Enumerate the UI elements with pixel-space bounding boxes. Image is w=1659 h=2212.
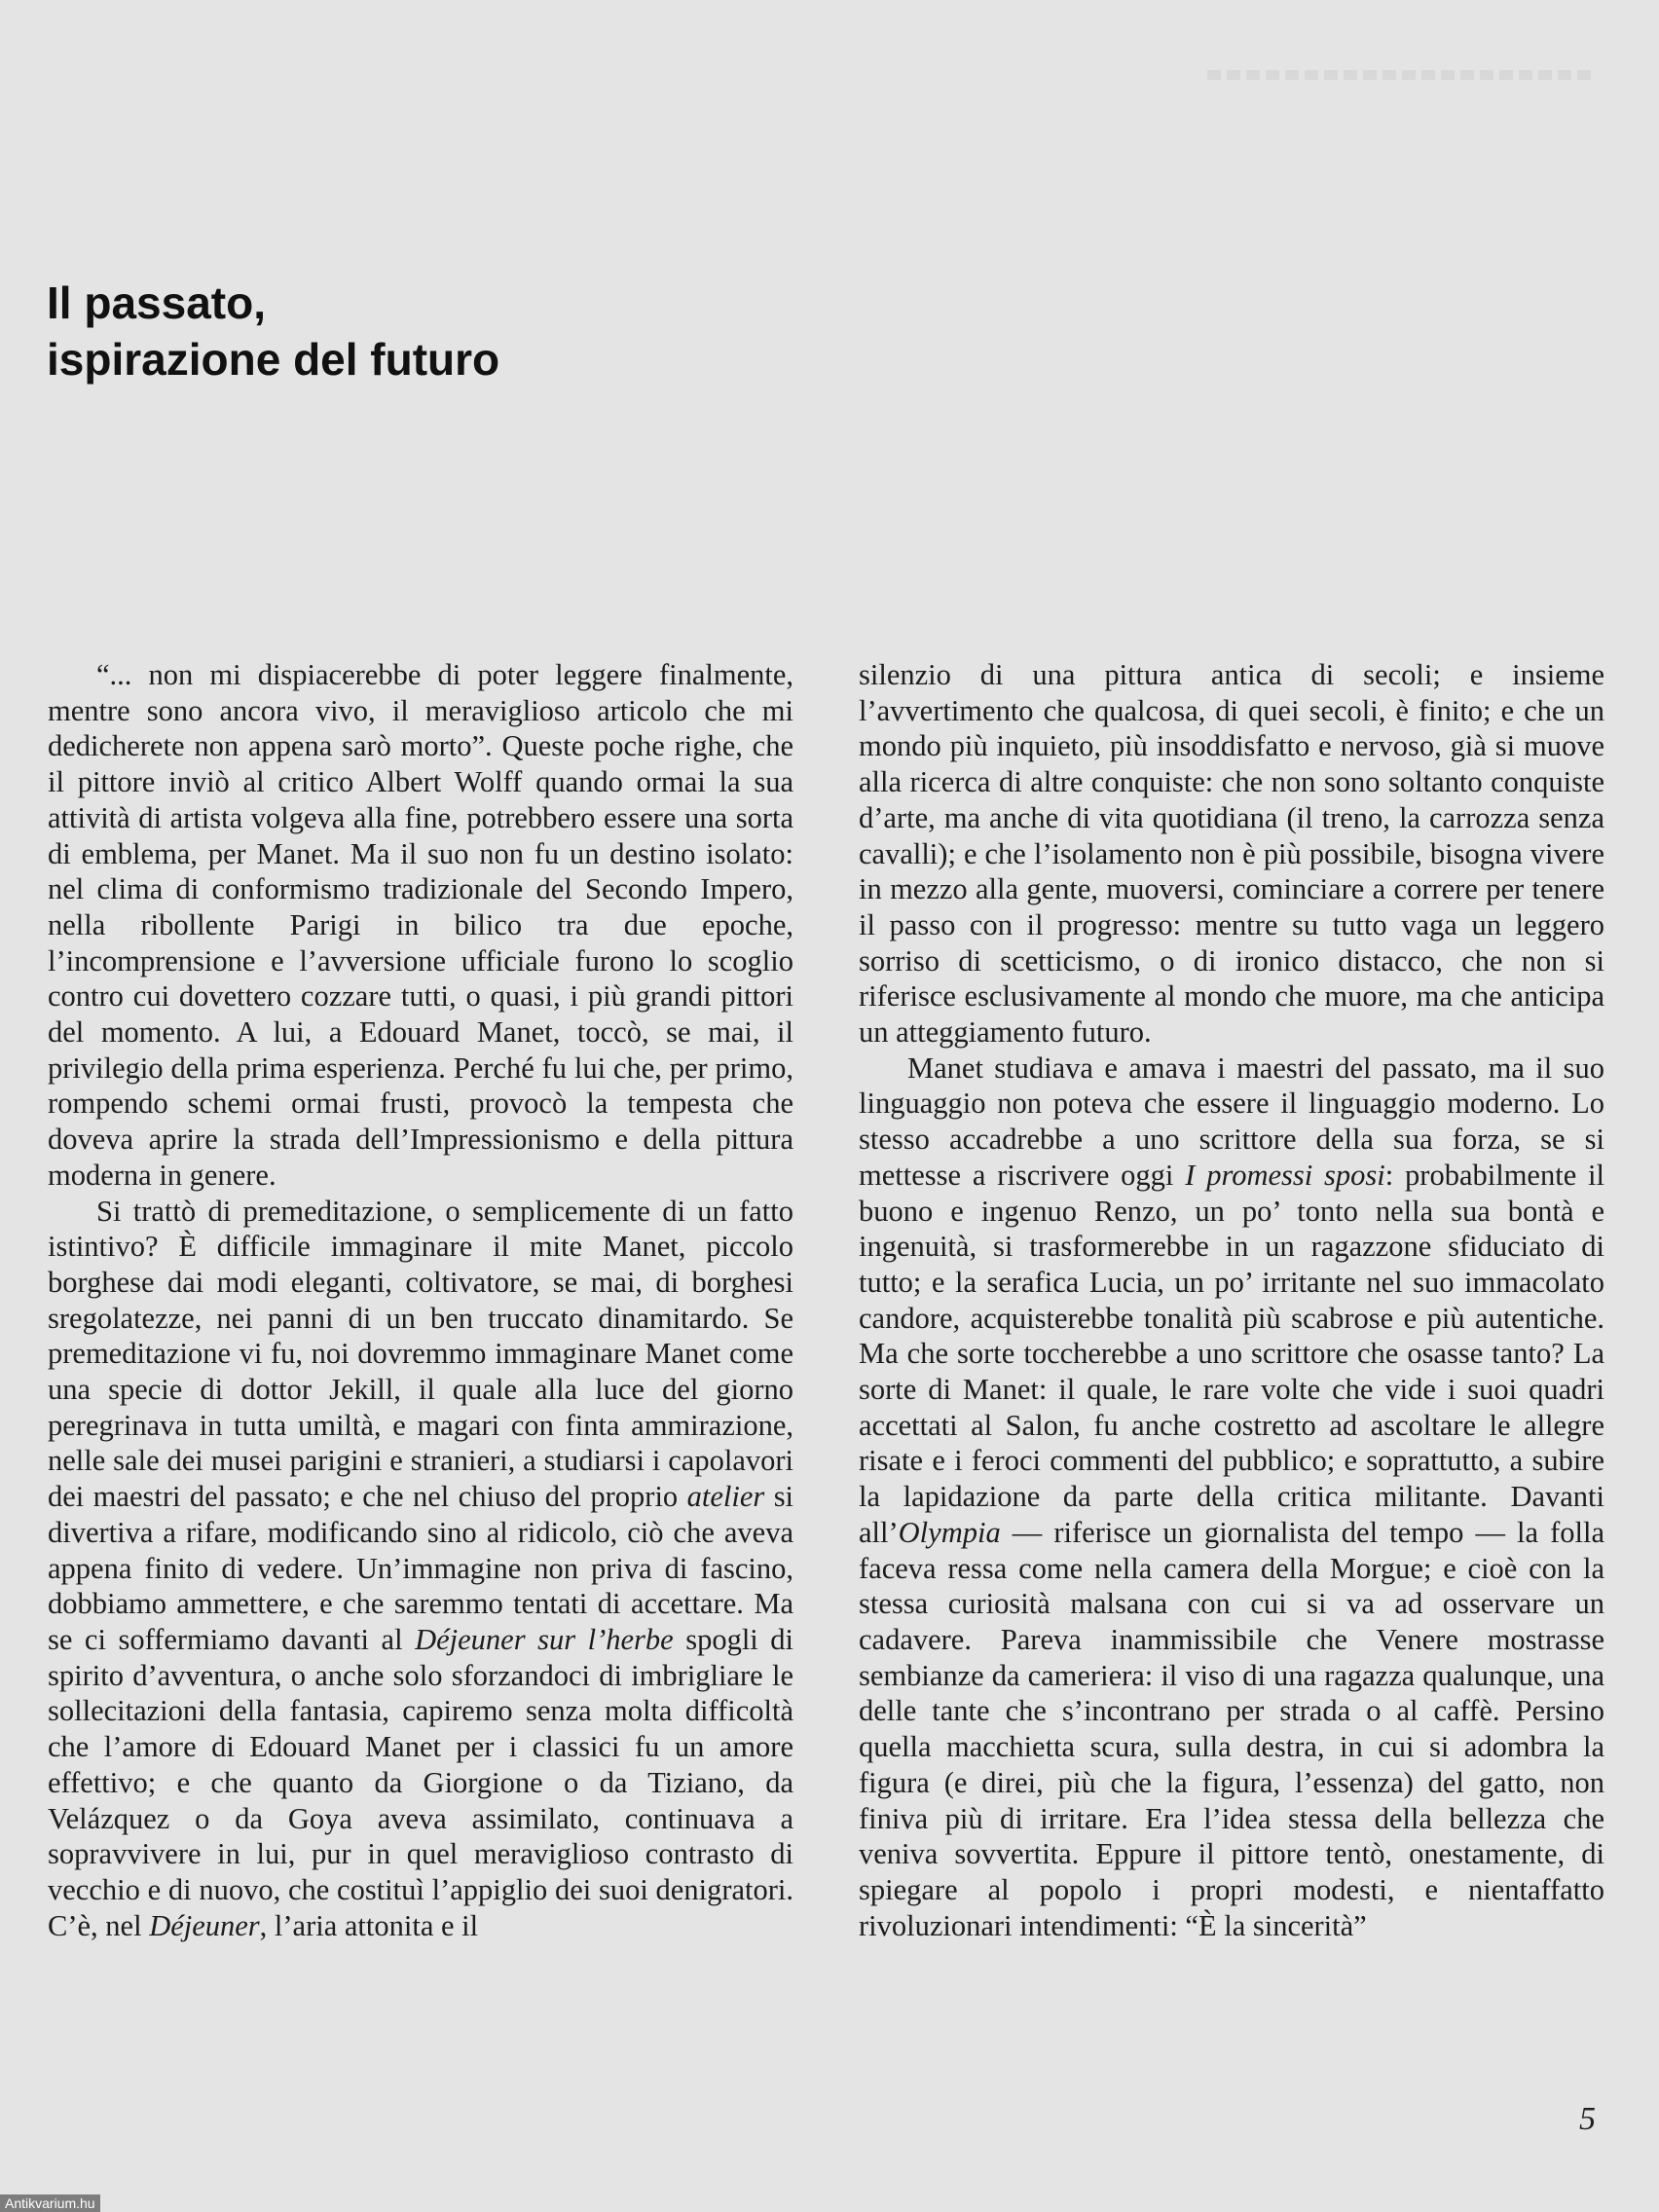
italic-title: Olympia (898, 1515, 1001, 1549)
left-text-column (48, 657, 793, 1943)
right-text-column (859, 657, 1604, 1943)
italic-term: atelier (686, 1480, 765, 1514)
article-title (47, 275, 499, 387)
paragraph (859, 1051, 1604, 1944)
paragraph-text: “... non mi dispiacerebbe di poter leggere finalmente, mentre sono ancora vivo, il meraviglioso articolo che mi dedicherete non appena sarò morto”. Queste poche righe, che il pittore inviò al critico Albert Wolff quando ormai la sua attività di artista volgeva alla fine, potrebbero essere una sorta di emblema, per Manet. Ma il suo non fu un destino isolato: nel clima di conformismo tradizionale del Secondo Impero, nella ribollente Parigi in bilico tra due epoche, l’incomprensione e l’avversione ufficiale furono lo scoglio contro cui dovettero cozzare tutti, o quasi, i più grandi pittori del momento. A lui, a Edouard Manet, toccò, se mai, il privilegio della prima esperienza. Perché fu lui che, per primo, rompendo schemi ormai frusti, provocò la tempesta che doveva aprire la strada dell’Impressionismo e della pittura moderna in genere. (48, 658, 793, 1192)
paragraph-text: , l’aria attonita e il (259, 1908, 479, 1942)
italic-title: I promessi sposi (1185, 1158, 1385, 1192)
paragraph-text: Si trattò di premeditazione, o semplicemente di un fatto istintivo? È difficile immaginare il mite Manet, piccolo borghese dai modi eleganti, coltivatore, se mai, di borghesi sregolatezze, nei panni di un ben truccato dinamitardo. Se premeditazione vi fu, noi dovremmo immaginare Manet come una specie di dottor Jekill, il quale alla luce del giorno peregrinava in tutta umiltà, e magari con finta ammirazione, nelle sale dei musei parigini e stranieri, a studiarsi i capolavori dei maestri del passato; e che nel chiuso del proprio (48, 1194, 793, 1514)
paragraph-continued (859, 657, 1604, 1051)
bleed-through-right (857, 258, 1616, 608)
title-line-2: ispirazione del futuro (47, 334, 500, 385)
paragraph (48, 1194, 793, 1944)
paragraph-text: Manet studiava e amava i maestri del passato, ma il suo linguaggio non poteva che essere il linguaggio moderno. Lo stesso accadrebbe a uno scrittore della sua forza, se si mettesse a riscrivere oggi (859, 1051, 1604, 1192)
paragraph-text: si divertiva a rifare, modificando sino al ridicolo, ciò che aveva appena finito di vedere. Un’immagine non priva di fascino, dobbiamo ammettere, e che saremmo tentati di accettare. Ma se ci soffermiamo davanti al (48, 1480, 794, 1656)
paragraph-text: spogli di spirito d’avventura, o anche solo sforzandoci di imbrigliare le sollecitazioni della fantasia, capiremo senza molta difficoltà che l’amore di Edouard Manet per i classici fu un amore effettivo; e che quanto da Giorgione o da Tiziano, da Velázquez o da Goya aveva assimilato, continuava a sopravvivere in lui, pur in quel meraviglioso contrasto di vecchio e di nuovo, che costituì l’appiglio dei suoi denigratori. C’è, nel (48, 1622, 794, 1942)
italic-title: Déjeuner (149, 1908, 260, 1942)
bleed-through-running-header (1207, 70, 1597, 80)
title-line-1: Il passato, (47, 277, 266, 328)
paragraph-text: : probabilmente il buono e ingenuo Renzo, un po’ tonto nella sua bontà e ingenuità, si trasformerebbe in un ragazzone sfiduciato di tutto; e la serafica Lucia, un po’ irritante nel suo immacolato candore, acquisterebbe tonalità più scabrose e più autentiche. Ma che sorte toccherebbe a uno scrittore che osasse tanto? La sorte di Manet: il quale, le rare volte che vide i suoi quadri accettati al Salon, fu anche costretto ad ascoltare le allegre risate e i feroci commenti del pubblico; e soprattutto, a subire la lapidazione da parte della critica militante. Davanti all’ (859, 1158, 1604, 1549)
paragraph (48, 657, 793, 1194)
italic-title: Déjeuner sur l’herbe (415, 1622, 674, 1656)
paragraph-text: silenzio di una pittura antica di secoli; e insieme l’avvertimento che qualcosa, di quei secoli, è finito; e che un mondo più inquieto, più insoddisfatto e nervoso, già si muove alla ricerca di altre conquiste: che non sono soltanto conquiste d’arte, ma anche di vita quotidiana (il treno, la carrozza senza cavalli); e che l’isolamento non è più possibile, bisogna vivere in mezzo alla gente, muoversi, cominciare a correre per tenere il passo con il progresso: mentre su tutto vaga un leggero sorriso di scetticismo, o di ironico distacco, che non si riferisce esclusivamente al mondo che muore, ma che anticipa un atteggiamento futuro. (859, 658, 1604, 1050)
page-number: 5 (1579, 2101, 1596, 2137)
watermark: Antikvarium.hu (0, 2194, 100, 2212)
paragraph-text: — riferisce un giornalista del tempo — la folla faceva ressa come nella camera della Morgue; e cioè con la stessa curiosità malsana con cui si va ad osservare un cadavere. Pareva inammissibile che Venere mostrasse sembianze da cameriera: il viso di una ragazza qualunque, una delle tante che s’incontrano per strada o al caffè. Persino quella macchietta scura, sulla destra, in cui si adombra la figura (e direi, più che la figura, l’essenza) del gatto, non finiva più di irritare. Era l’idea stessa della bellezza che veniva sovvertita. Eppure il pittore tentò, onestamente, di spiegare al popolo i propri modesti, e nientaffatto rivoluzionari intendimenti: “È la sincerità” (859, 1515, 1605, 1942)
